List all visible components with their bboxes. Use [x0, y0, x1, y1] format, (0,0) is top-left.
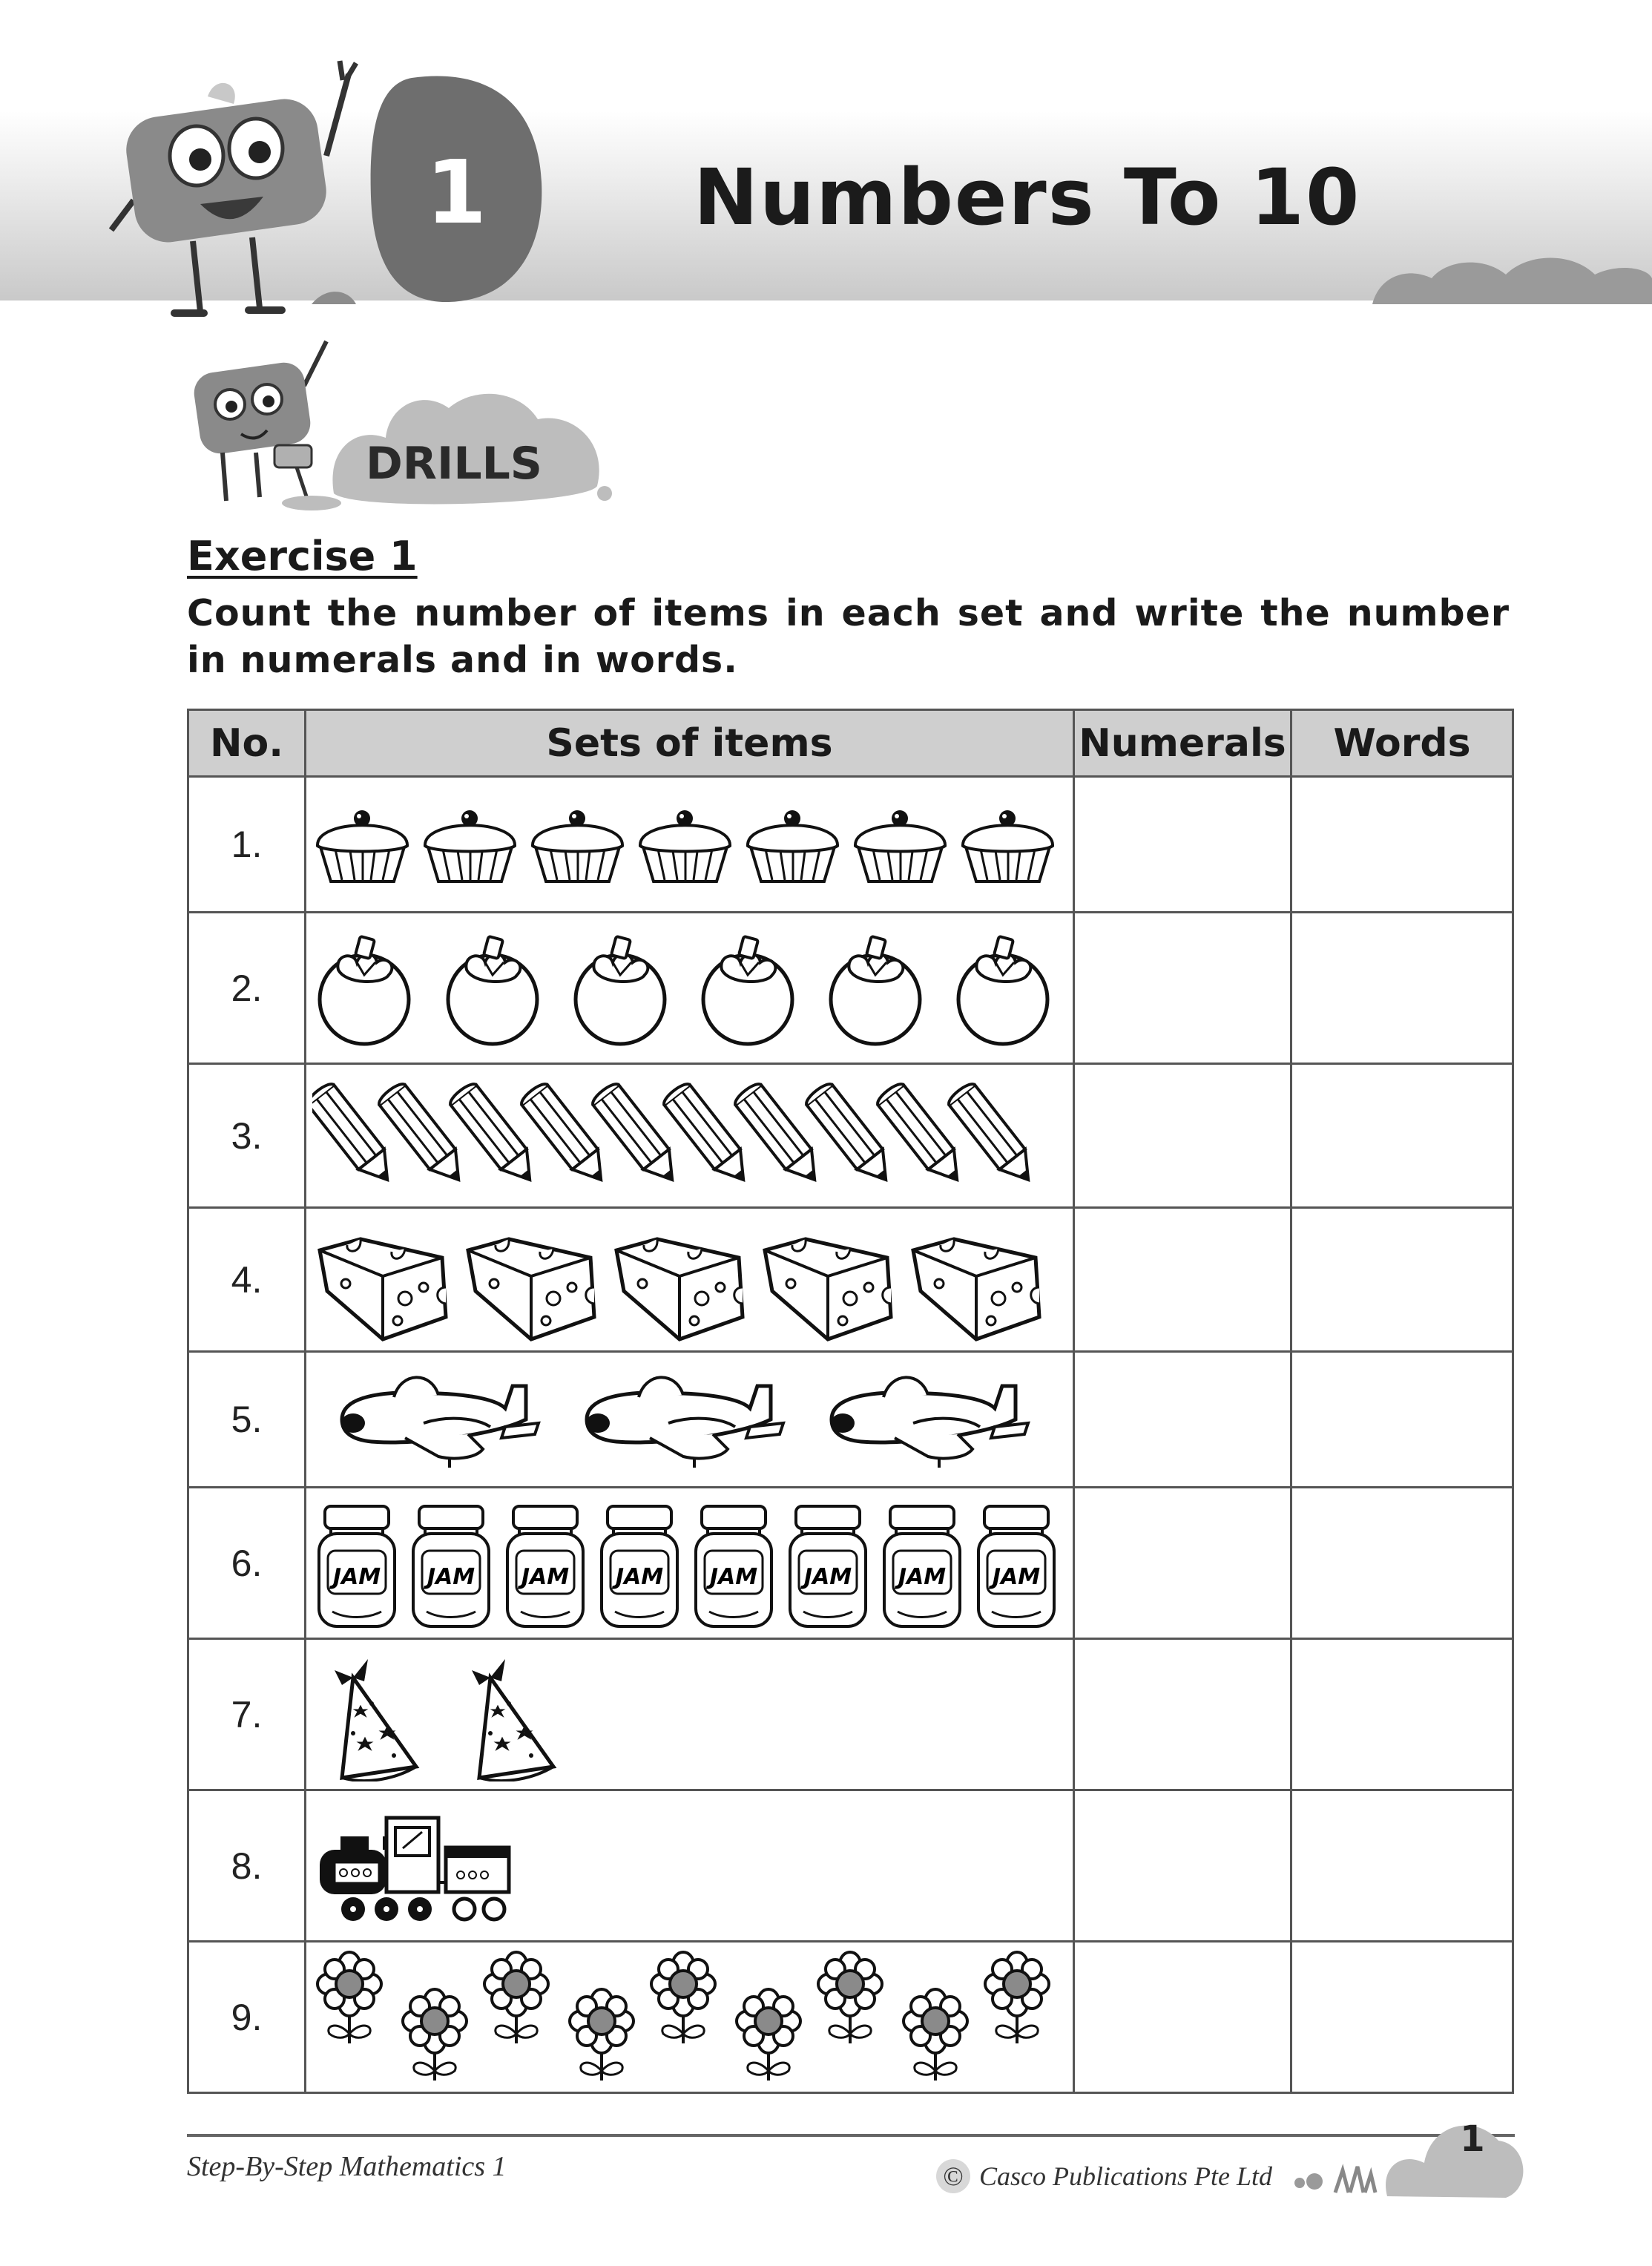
exercise-heading: Exercise 1	[187, 533, 418, 579]
row-number: 5.	[188, 1352, 306, 1488]
flower-icon	[651, 1952, 715, 2043]
cupcake-icon	[533, 810, 622, 881]
items-set-mangosteens	[306, 913, 1074, 1064]
mangosteen-icon	[831, 936, 920, 1043]
row-number: 4.	[188, 1208, 306, 1352]
svg-text:JAM: JAM	[615, 1563, 664, 1590]
jam-jar-icon	[413, 1506, 489, 1626]
jam-jar-icon	[790, 1506, 866, 1626]
numerals-answer-cell[interactable]	[1074, 1064, 1291, 1208]
numerals-answer-cell[interactable]	[1074, 1942, 1291, 2093]
footer-book-title: Step-By-Step Mathematics 1	[187, 2151, 507, 2182]
table-row	[188, 1064, 1513, 1208]
train-icon	[320, 1818, 509, 1921]
table-row	[188, 913, 1513, 1064]
flower-icon	[985, 1952, 1049, 2043]
cupcake-icon	[748, 810, 837, 881]
mangosteen-icon	[958, 936, 1047, 1043]
table-row	[188, 1942, 1513, 2093]
header-words: Words	[1291, 710, 1513, 777]
svg-text:JAM: JAM	[803, 1563, 852, 1590]
words-answer-cell[interactable]	[1291, 1352, 1513, 1488]
pencil-icon	[946, 1080, 1041, 1189]
words-answer-cell[interactable]	[1291, 913, 1513, 1064]
numerals-answer-cell[interactable]	[1074, 913, 1291, 1064]
cheese-icon	[913, 1239, 1039, 1339]
numerals-answer-cell[interactable]	[1074, 1208, 1291, 1352]
cupcake-icon	[425, 810, 515, 881]
row-number: 9.	[188, 1942, 306, 2093]
words-answer-cell[interactable]	[1291, 1064, 1513, 1208]
items-set-flowers	[306, 1942, 1074, 2093]
airplane-icon	[586, 1377, 783, 1468]
numerals-answer-cell[interactable]	[1074, 1488, 1291, 1639]
numerals-answer-cell[interactable]	[1074, 1790, 1291, 1942]
party-hat-icon	[472, 1659, 553, 1781]
chapter-number: 1	[425, 141, 487, 243]
jam-jar-icon	[978, 1506, 1054, 1626]
items-set-airplanes	[306, 1352, 1074, 1488]
items-set-pencils	[306, 1064, 1074, 1208]
svg-text:JAM: JAM	[427, 1563, 475, 1590]
svg-text:JAM: JAM	[709, 1563, 758, 1590]
page-number: 1	[1460, 2118, 1485, 2160]
footer-publisher: Casco Publications Pte Ltd	[979, 2161, 1272, 2191]
numerals-answer-cell[interactable]	[1074, 1352, 1291, 1488]
items-set-party-hats	[306, 1639, 1074, 1790]
jam-jar-icon	[319, 1506, 395, 1626]
items-set-cupcakes	[306, 777, 1074, 913]
svg-text:JAM: JAM	[332, 1563, 381, 1590]
svg-text:JAM: JAM	[898, 1563, 947, 1590]
mangosteen-icon	[448, 936, 537, 1043]
numerals-answer-cell[interactable]	[1074, 777, 1291, 913]
jam-jar-icon	[884, 1506, 960, 1626]
row-number: 8.	[188, 1790, 306, 1942]
jam-jar-icon	[602, 1506, 677, 1626]
mangosteen-icon	[703, 936, 792, 1043]
mangosteen-icon	[320, 936, 409, 1043]
header-no: No.	[188, 710, 306, 777]
mangosteen-icon	[576, 936, 665, 1043]
cupcake-icon	[855, 810, 945, 881]
words-answer-cell[interactable]	[1291, 1790, 1513, 1942]
svg-text:JAM: JAM	[992, 1563, 1041, 1590]
copyright-icon: ©	[936, 2159, 970, 2193]
table-header-row	[188, 710, 1513, 777]
mascot-icon	[104, 45, 386, 326]
row-number: 7.	[188, 1639, 306, 1790]
header-items: Sets of items	[306, 710, 1074, 777]
words-answer-cell[interactable]	[1291, 1942, 1513, 2093]
words-answer-cell[interactable]	[1291, 1639, 1513, 1790]
table-row	[188, 1639, 1513, 1790]
drills-label: DRILLS	[366, 438, 543, 490]
airplane-icon	[831, 1377, 1028, 1468]
cheese-icon	[765, 1239, 891, 1339]
flower-icon	[484, 1952, 548, 2043]
cheese-icon	[616, 1239, 743, 1339]
row-number: 3.	[188, 1064, 306, 1208]
flower-icon	[737, 1989, 800, 2081]
items-set-jam-jars	[306, 1488, 1074, 1639]
header-numerals: Numerals	[1074, 710, 1291, 777]
table-row	[188, 1488, 1513, 1639]
table-row	[188, 1790, 1513, 1942]
cheese-icon	[320, 1239, 446, 1339]
row-number: 2.	[188, 913, 306, 1064]
table-row	[188, 1352, 1513, 1488]
row-number: 6.	[188, 1488, 306, 1639]
flower-icon	[818, 1952, 882, 2043]
exercise-instructions: Count the number of items in each set and write the number in numerals and in words.	[187, 592, 1510, 681]
exercise-table	[187, 709, 1514, 2094]
chapter-title: Numbers To 10	[694, 152, 1361, 243]
cupcake-icon	[640, 810, 730, 881]
table-row	[188, 777, 1513, 913]
flower-icon	[317, 1952, 381, 2043]
flower-icon	[570, 1989, 634, 2081]
jam-jar-icon	[507, 1506, 583, 1626]
flower-icon	[904, 1989, 967, 2081]
flower-icon	[403, 1989, 467, 2081]
items-set-train	[306, 1790, 1074, 1942]
jam-jar-icon	[696, 1506, 771, 1626]
airplane-icon	[341, 1377, 539, 1468]
words-answer-cell[interactable]	[1291, 777, 1513, 913]
words-answer-cell[interactable]	[1291, 1208, 1513, 1352]
party-hat-icon	[335, 1659, 416, 1781]
cupcake-icon	[317, 810, 407, 881]
numerals-answer-cell[interactable]	[1074, 1639, 1291, 1790]
cheese-icon	[468, 1239, 594, 1339]
svg-text:JAM: JAM	[521, 1563, 570, 1590]
table-row	[188, 1208, 1513, 1352]
items-set-cheese	[306, 1208, 1074, 1352]
words-answer-cell[interactable]	[1291, 1488, 1513, 1639]
cupcake-icon	[963, 810, 1053, 881]
row-number: 1.	[188, 777, 306, 913]
